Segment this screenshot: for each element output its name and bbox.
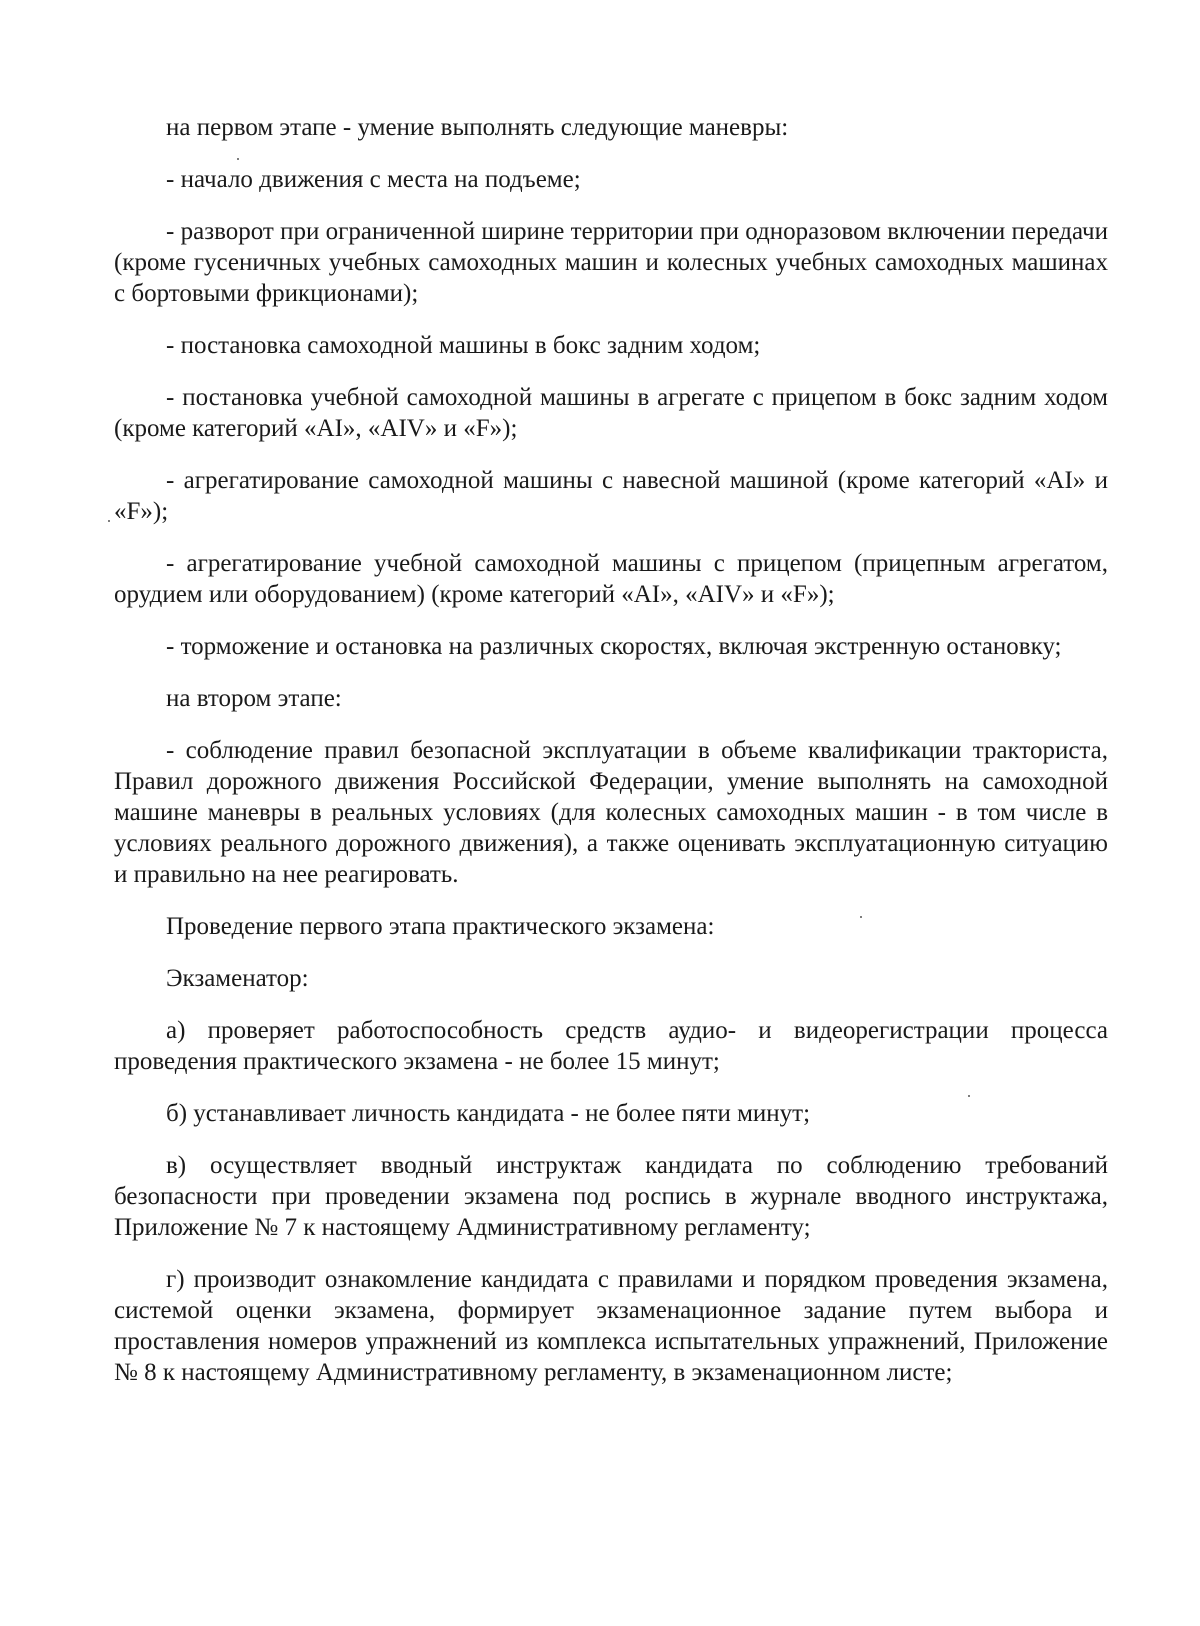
paragraph-item-a: а) проверяет работоспособность средств аудио- и видеорегистрации процесса проведения практического экзамена - не более 15 минут; [114, 1017, 1108, 1075]
paragraph-u-turn: - разворот при ограниченной ширине территории при одноразовом включении передачи (кроме гусеничных учебных самоходных машин и колесных учебных самоходных машинах с бортовыми фрикционами); [114, 218, 1108, 307]
paragraph-reverse-parking: - постановка самоходной машины в бокс задним ходом; [166, 332, 761, 359]
paragraph-item-g: г) производит ознакомление кандидата с правилами и порядком проведения экзамена, системой оценки экзамена, формирует экзаменационное задание путем выбора и проставления номеров упражнений из комплекса испытательных упражнений, Приложение № 8 к настоящему Административному регламенту, в экзаменационном листе; [114, 1266, 1108, 1386]
document-body [114, 112, 1108, 1409]
scan-speck [860, 916, 862, 918]
paragraph-stage-one-intro: на первом этапе - умение выполнять следующие маневры: [166, 114, 789, 141]
scan-speck [237, 158, 239, 160]
paragraph-stage-two-intro: на втором этапе: [166, 685, 342, 712]
paragraph-braking: - торможение и остановка на различных скоростях, включая экстренную остановку; [166, 633, 1062, 660]
paragraph-hitching-trailer: - агрегатирование учебной самоходной машины с прицепом (прицепным агрегатом, орудием или оборудованием) (кроме категорий «AI», «AIV» и «F»); [114, 550, 1108, 608]
paragraph-reverse-parking-trailer: - постановка учебной самоходной машины в агрегате с прицепом в бокс задним ходом (кроме категорий «AI», «AIV» и «F»); [114, 384, 1108, 442]
paragraph-examiner: Экзаменатор: [166, 965, 309, 992]
paragraph-item-v: в) осуществляет вводный инструктаж кандидата по соблюдению требований безопасности при проведении экзамена под роспись в журнале вводного инструктажа, Приложение № 7 к настоящему Административному регламенту; [114, 1152, 1108, 1241]
paragraph-stage-two-rules: - соблюдение правил безопасной эксплуатации в объеме квалификации тракториста, Правил дорожного движения Российской Федерации, умение выполнять на самоходной машине маневры в реальных условиях (для колесных самоходных машин - в том числе в условиях реального дорожного движения), а также оценивать эксплуатационную ситуацию и правильно на нее реагировать. [114, 737, 1108, 888]
paragraph-hitching-mounted: - агрегатирование самоходной машины с навесной машиной (кроме категорий «AI» и «F»); [114, 467, 1108, 525]
paragraph-stage-one-procedure: Проведение первого этапа практического экзамена: [166, 913, 715, 940]
paragraph-item-b: б) устанавливает личность кандидата - не более пяти минут; [166, 1100, 811, 1127]
paragraph-start-on-incline: - начало движения с места на подъеме; [166, 166, 581, 193]
scan-speck [108, 520, 110, 522]
scan-speck [968, 1095, 970, 1097]
